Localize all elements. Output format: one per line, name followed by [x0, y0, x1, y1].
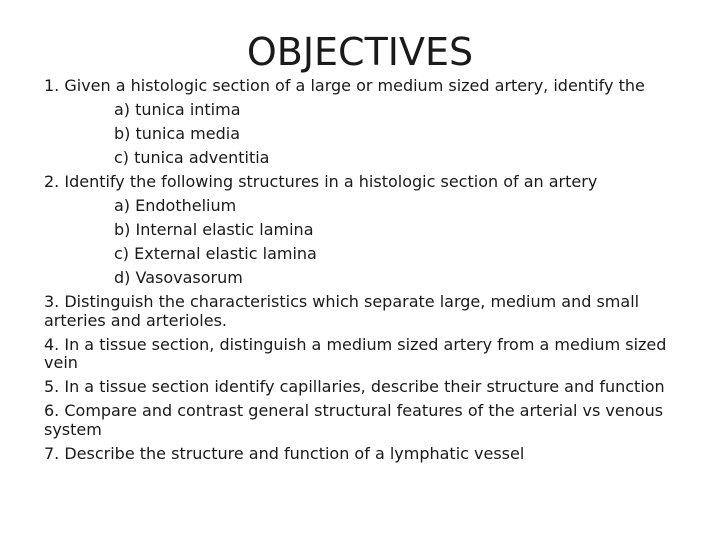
objective-2-sub-b: b) Internal elastic lamina: [114, 220, 314, 239]
objective-2-sub-c: c) External elastic lamina: [114, 244, 317, 263]
objective-1-sub-a: a) tunica intima: [114, 100, 241, 119]
objective-3: 3. Distinguish the characteristics which separate large, medium and small arteries and arterioles.: [44, 292, 640, 330]
objective-2: 2. Identify the following structures in a histologic section of an artery: [44, 172, 598, 191]
objective-1: 1. Given a histologic section of a large or medium sized artery, identify the: [44, 76, 645, 95]
objective-1-sub-c: c) tunica adventitia: [114, 148, 270, 167]
objective-4: 4. In a tissue section, distinguish a medium sized artery from a medium sized vein: [44, 334, 667, 372]
objective-2-sub-d: d) Vasovasorum: [114, 268, 243, 287]
objective-6: 6. Compare and contrast general structural features of the arterial vs venous system: [44, 401, 664, 439]
objectives-list: [44, 74, 684, 466]
objective-7: 7. Describe the structure and function of a lymphatic vessel: [44, 443, 525, 463]
slide-title: OBJECTIVES: [246, 30, 474, 74]
objective-1-sub-b: b) tunica media: [114, 124, 241, 143]
objective-2-sub-a: a) Endothelium: [114, 196, 237, 215]
objective-5: 5. In a tissue section identify capillaries, describe their structure and function: [44, 377, 665, 396]
